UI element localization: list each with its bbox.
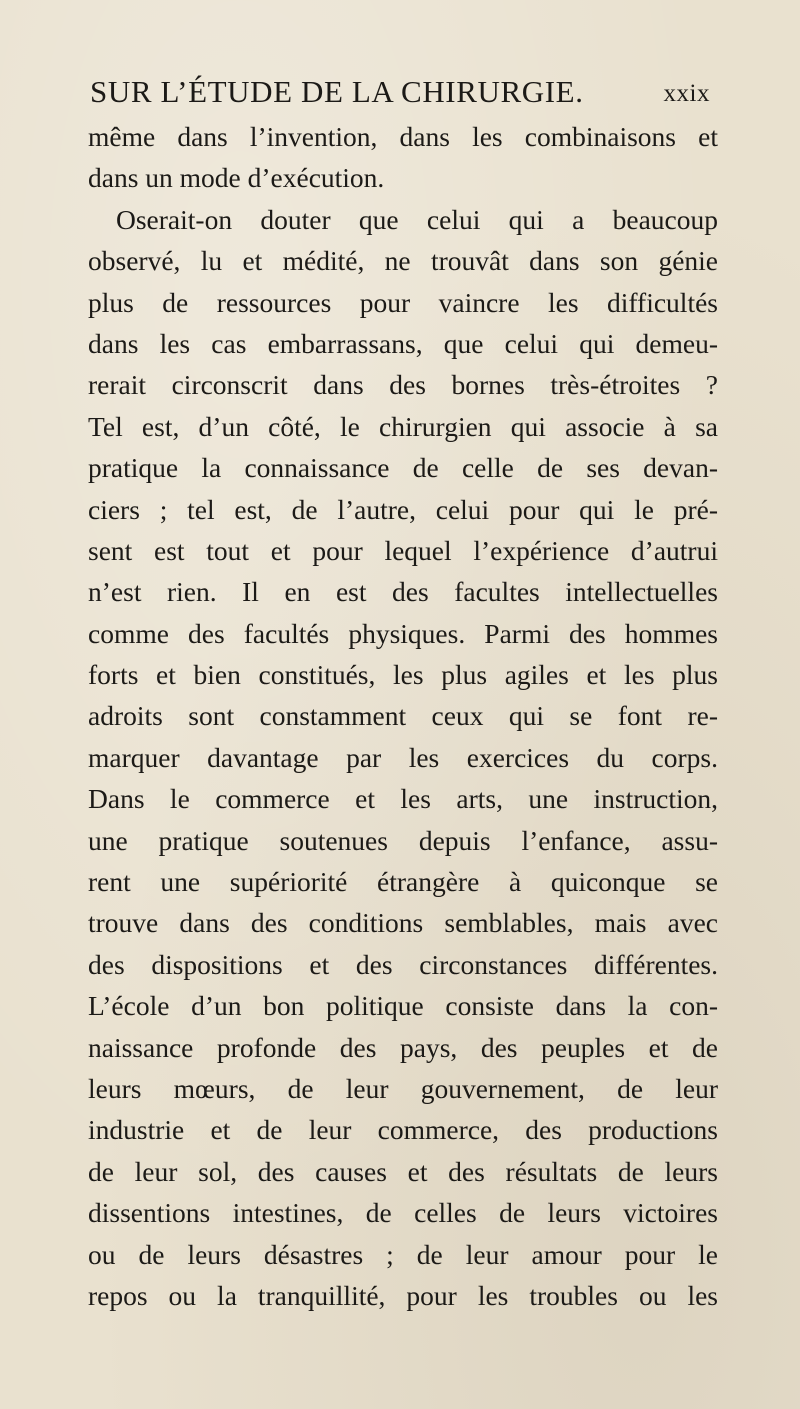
- body-text: [88, 116, 718, 1316]
- text-line: ciers ; tel est, de l’autre, celui pour qui le pré-: [88, 493, 718, 525]
- text-line: ou de leurs désastres ; de leur amour pour le: [88, 1238, 718, 1270]
- text-line: trouve dans des conditions semblables, mais avec: [88, 907, 718, 939]
- text-line: dans les cas embarrassans, que celui qui demeu-: [88, 327, 718, 359]
- running-head: [90, 72, 710, 112]
- text-line: Dans le commerce et les arts, une instruction,: [88, 783, 718, 815]
- text-line: n’est rien. Il en est des facultes intellectuelles: [88, 576, 718, 608]
- text-line: des dispositions et des circonstances différentes.: [88, 948, 718, 980]
- text-line: leurs mœurs, de leur gouvernement, de leur: [88, 1072, 718, 1104]
- text-line: marquer davantage par les exercices du corps.: [88, 741, 718, 773]
- text-line: Tel est, d’un côté, le chirurgien qui associe à sa: [88, 410, 718, 442]
- running-head-title: SUR L’ÉTUDE DE LA CHIRURGIE.: [90, 74, 584, 109]
- text-line: pratique la connaissance de celle de ses devan-: [88, 452, 718, 484]
- text-line: même dans l’invention, dans les combinaisons et: [88, 121, 718, 152]
- text-line: observé, lu et médité, ne trouvât dans son génie: [88, 245, 718, 277]
- text-line: industrie et de leur commerce, des productions: [88, 1114, 718, 1146]
- text-line: naissance profonde des pays, des peuples et de: [88, 1031, 718, 1063]
- text-line: repos ou la tranquillité, pour les troubles ou les: [88, 1279, 718, 1311]
- text-line: rent une supériorité étrangère à quiconque se: [88, 866, 718, 898]
- text-line: sent est tout et pour lequel l’expérience d’autrui: [88, 534, 718, 566]
- text-line: dissentions intestines, de celles de leurs victoires: [88, 1197, 718, 1229]
- text-line: adroits sont constamment ceux qui se font re-: [88, 700, 718, 732]
- text-line: une pratique soutenues depuis l’enfance, assu-: [88, 824, 718, 856]
- text-line: de leur sol, des causes et des résultats de leurs: [88, 1155, 718, 1187]
- text-line: Oserait-on douter que celui qui a beaucoup: [116, 203, 718, 235]
- text-line: dans un mode d’exécution.: [88, 162, 385, 194]
- text-line: plus de ressources pour vaincre les difficultés: [88, 286, 718, 318]
- text-line: L’école d’un bon politique consiste dans la con-: [88, 990, 718, 1022]
- text-line: rerait circonscrit dans des bornes très-étroites ?: [88, 369, 718, 401]
- text-line: comme des facultés physiques. Parmi des hommes: [88, 617, 718, 649]
- page-number: xxix: [663, 80, 710, 107]
- text-line: forts et bien constitués, les plus agiles et les plus: [88, 659, 718, 691]
